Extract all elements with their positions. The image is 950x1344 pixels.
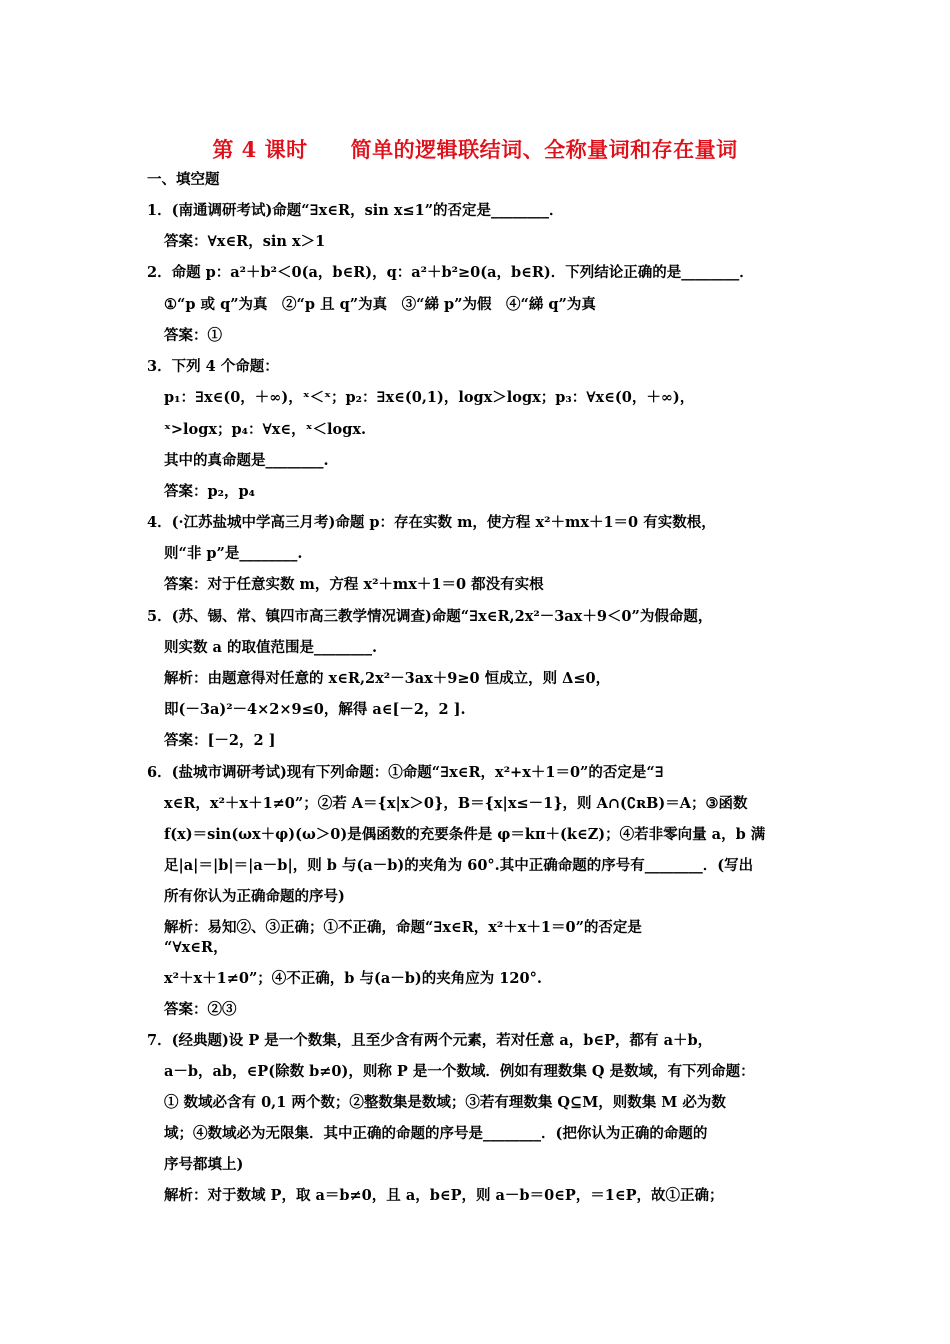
q2: 2．命题 p：a²＋b²＜0(a，b∈R)，q：a²＋b²≥0(a，b∈R)．下列结论正确的是________． [147,264,754,281]
s6-l2: “∀x∈R， [164,939,228,956]
a3: 答案：p₂，p₄ [164,483,255,500]
a2: 答案：① [164,327,222,344]
q1: 1．(南通调研考试)命题“∃x∈R，sin x≤1”的否定是________． [147,202,564,219]
s7-l1: 解析：对于数域 P，取 a＝b≠0，且 a，b∈P，则 a－b＝0∈P，＝1∈P，故①正确； [164,1187,724,1204]
q4: 4．(·江苏盐城中学高三月考)命题 p：存在实数 m，使方程 x²＋mx＋1＝0 有实数根， [147,514,716,531]
page-title: 第 4 课时 简单的逻辑联结词、全称量词和存在量词 [212,137,738,162]
q4-l2: 则“非 p”是________. [164,545,303,562]
q7: 7．(经典题)设 P 是一个数集，且至少含有两个元素，若对任意 a，b∈P，都有 a＋b， [147,1032,713,1049]
q3-l3: 其中的真命题是________. [164,452,329,469]
q5-l2: 则实数 a 的取值范围是________. [164,639,378,656]
s5-l2: 即(－3a)²－4×2×9≤0，解得 a∈[－2，2 ]. [164,701,466,718]
section-heading: 一、填空题 [147,171,220,188]
a5: 答案：[－2，2 ] [164,732,276,749]
a1: 答案：∀x∈R，sin x＞1 [164,233,326,250]
q2-opts: ①“p 或 q”为真 ②“p 且 q”为真 ③“綈 p”为假 ④“綈 q”为真 [164,296,596,313]
a4: 答案：对于任意实数 m，方程 x²＋mx＋1＝0 都没有实根 [164,576,544,593]
q7-l3: ① 数域必含有 0,1 两个数；②整数集是数域；③若有理数集 Q⊆M，则数集 M 必为数 [164,1094,726,1111]
q7-l4: 域；④数域必为无限集．其中正确的命题的序号是________．(把你认为正确的命题的 [164,1125,708,1142]
q6-l2: x∈R，x²＋x＋1≠0”；②若 A＝{x|x＞0}，B＝{x|x≤－1}，则 A∩(∁ʀB)＝A；③函数 [164,795,748,812]
q7-l2: a－b，ab，∈P(除数 b≠0)，则称 P 是一个数域．例如有理数集 Q 是数域，有下列命题： [164,1063,755,1080]
q7-l5: 序号都填上) [164,1156,244,1173]
q6-l5: 所有你认为正确命题的序号) [164,888,345,905]
q3-l2: ˣ>logx；p₄：∀x∈，ˣ＜logx. [164,421,367,438]
q6-l3: f(x)＝sin(ωx＋φ)(ω＞0)是偶函数的充要条件是 φ＝kπ＋(k∈Z)；④若非零向量 a，b 满 [164,826,766,843]
q6-l4: 足|a|＝|b|＝|a－b|，则 b 与(a－b)的夹角为 60°.其中正确命题的序号有________．(写出 [164,857,754,874]
s5-l1: 解析：由题意得对任意的 x∈R,2x²－3ax＋9≥0 恒成立，则 Δ≤0， [164,670,611,687]
s6-l3: x²＋x＋1≠0”；④不正确，b 与(a－b)的夹角应为 120°. [164,970,542,987]
q6: 6．(盐城市调研考试)现有下列命题：①命题“∃x∈R，x²+x＋1＝0”的否定是“∃ [147,764,664,781]
s6-l1: 解析：易知②、③正确；①不正确，命题“∃x∈R，x²＋x＋1＝0”的否定是 [164,919,642,936]
a6: 答案：②③ [164,1001,237,1018]
q3-l1: p₁：∃x∈(0，＋∞)，ˣ＜ˣ；p₂：∃x∈(0,1)，logx＞logx；p₃：∀x∈(0，＋∞)， [164,389,695,406]
q3: 3．下列 4 个命题： [147,358,279,375]
q5: 5．(苏、锡、常、镇四市高三教学情况调查)命题“∃x∈R,2x²－3ax＋9＜0”为假命题， [147,608,713,625]
